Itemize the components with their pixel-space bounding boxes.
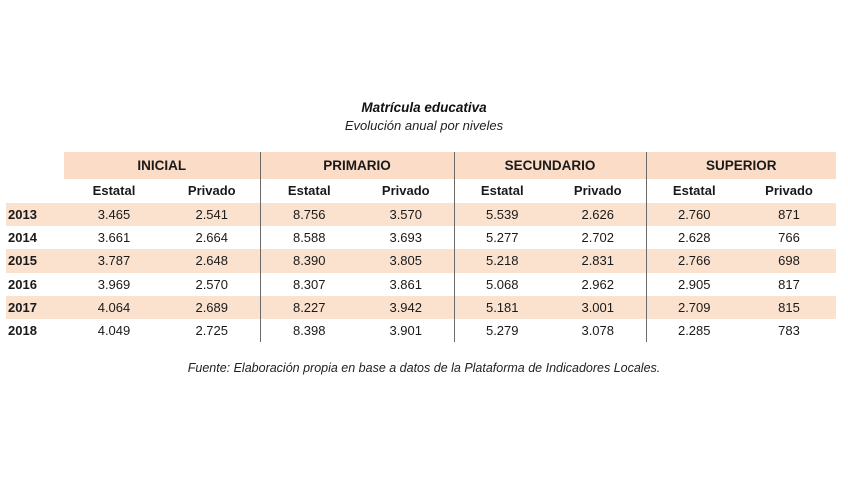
value-cell: 815 <box>742 296 836 319</box>
value-cell: 5.539 <box>454 203 550 226</box>
value-cell: 2.285 <box>646 319 742 342</box>
subheader-privado: Privado <box>187 183 236 198</box>
level-header-secundario: SECUNDARIO <box>454 152 646 179</box>
value-cell: 3.078 <box>581 323 615 339</box>
year-cell: 2018 <box>8 323 37 339</box>
table-row <box>6 249 836 272</box>
value-cell: 2.541 <box>164 203 260 226</box>
sector-header-row <box>6 179 836 203</box>
value-cell: 5.181 <box>454 296 550 319</box>
value-cell: 8.588 <box>260 226 358 249</box>
subheader-privado: Privado <box>573 183 622 198</box>
value-cell: 3.787 <box>64 249 164 272</box>
value-cell: 2.709 <box>646 296 742 319</box>
value-cell: 3.001 <box>550 296 646 319</box>
value-cell: 783 <box>778 323 800 339</box>
value-cell: 2.725 <box>195 323 229 339</box>
value-cell: 5.218 <box>454 249 550 272</box>
level-header-superior: SUPERIOR <box>646 152 836 179</box>
value-cell: 4.064 <box>64 296 164 319</box>
value-cell: 5.279 <box>454 319 550 342</box>
value-cell: 8.756 <box>260 203 358 226</box>
value-cell: 766 <box>778 230 800 246</box>
value-cell: 8.390 <box>260 249 358 272</box>
enrollment-table <box>6 152 836 342</box>
year-cell: 2015 <box>6 249 64 272</box>
table-row <box>6 226 836 249</box>
value-cell: 2.831 <box>550 249 646 272</box>
year-cell: 2017 <box>6 296 64 319</box>
value-cell: 3.661 <box>97 230 131 246</box>
value-cell: 4.049 <box>97 323 131 339</box>
value-cell: 3.465 <box>64 203 164 226</box>
table-subtitle: Evolución anual por niveles <box>344 118 504 133</box>
table-row <box>6 319 836 342</box>
table-title: Matrícula educativa <box>361 100 487 115</box>
value-cell: 2.766 <box>646 249 742 272</box>
table-body <box>6 203 836 342</box>
level-header-inicial: INICIAL <box>64 152 260 179</box>
value-cell: 2.570 <box>195 276 229 292</box>
value-cell: 2.962 <box>581 276 615 292</box>
value-cell: 2.628 <box>646 226 742 249</box>
subheader-privado: Privado <box>765 183 813 198</box>
value-cell: 8.398 <box>260 319 358 342</box>
value-cell: 3.570 <box>358 203 454 226</box>
value-cell: 3.969 <box>97 276 131 292</box>
level-header-primario: PRIMARIO <box>260 152 454 179</box>
subheader-estatal: Estatal <box>454 179 550 203</box>
value-cell: 817 <box>778 276 800 292</box>
value-cell: 2.648 <box>164 249 260 272</box>
year-cell: 2014 <box>8 230 37 246</box>
value-cell: 5.068 <box>454 273 550 296</box>
table-row <box>6 203 836 226</box>
value-cell: 2.626 <box>550 203 646 226</box>
value-cell: 3.861 <box>389 276 423 292</box>
value-cell: 698 <box>742 249 836 272</box>
subheader-estatal: Estatal <box>260 179 358 203</box>
subheader-privado: Privado <box>381 183 430 198</box>
subheader-estatal: Estatal <box>646 179 742 203</box>
value-cell: 3.901 <box>389 323 423 339</box>
value-cell: 2.760 <box>646 203 742 226</box>
year-cell: 2013 <box>6 203 64 226</box>
value-cell: 8.227 <box>260 296 358 319</box>
year-cell: 2016 <box>8 276 37 292</box>
value-cell: 2.664 <box>195 230 229 246</box>
value-cell: 2.702 <box>581 230 615 246</box>
value-cell: 3.693 <box>389 230 423 246</box>
corner-cell <box>6 179 64 203</box>
value-cell: 871 <box>742 203 836 226</box>
value-cell: 5.277 <box>454 226 550 249</box>
value-cell: 2.905 <box>646 273 742 296</box>
corner-cell <box>6 152 64 179</box>
value-cell: 3.805 <box>358 249 454 272</box>
subheader-estatal: Estatal <box>92 183 136 198</box>
table-row <box>6 273 836 296</box>
value-cell: 3.942 <box>358 296 454 319</box>
table-caption <box>0 99 848 135</box>
value-cell: 8.307 <box>260 273 358 296</box>
table-row <box>6 296 836 319</box>
level-header-row <box>6 152 836 179</box>
source-note: Fuente: Elaboración propia en base a datos de la Plataforma de Indicadores Locales. <box>187 361 661 375</box>
value-cell: 2.689 <box>164 296 260 319</box>
